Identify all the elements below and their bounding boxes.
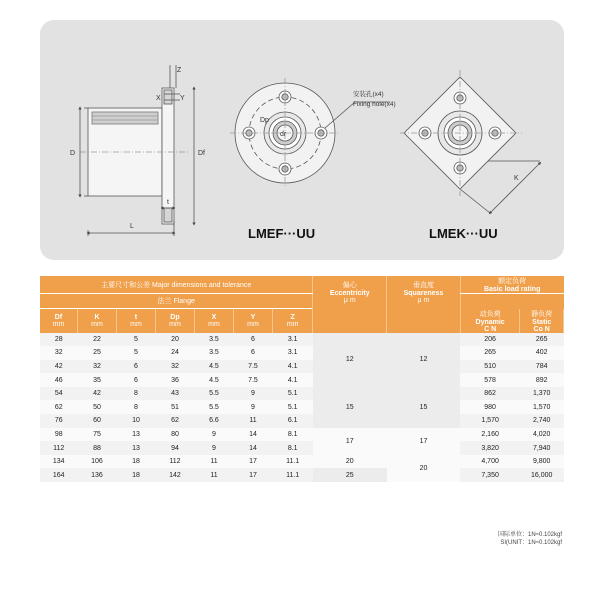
table-cell: 32 bbox=[40, 346, 77, 360]
table-cell: 5.5 bbox=[194, 387, 233, 401]
static-load-cell: 1,370 bbox=[520, 387, 564, 401]
table-cell: 62 bbox=[155, 414, 194, 428]
table-row bbox=[40, 468, 564, 482]
table-cell: 3.5 bbox=[194, 333, 233, 347]
static-load-cell: 16,000 bbox=[520, 468, 564, 482]
dynamic-load-cell: 578 bbox=[460, 373, 520, 387]
callout-en: Fixing hole(x4) bbox=[353, 101, 396, 108]
side-view bbox=[80, 65, 194, 236]
dim-label-t: t bbox=[167, 199, 169, 206]
col-z: Z mm bbox=[272, 309, 312, 333]
eccentricity-header bbox=[313, 276, 387, 309]
footnote-en: SI(UNIT：1N≈0.102kgf bbox=[500, 540, 562, 546]
table-cell: 6 bbox=[233, 333, 272, 347]
table-row bbox=[40, 346, 564, 360]
col-y: Y mm bbox=[233, 309, 272, 333]
table-cell: 9 bbox=[194, 428, 233, 442]
squareness-header bbox=[387, 276, 461, 309]
table-cell: 134 bbox=[40, 455, 77, 469]
sq-en: Squareness bbox=[403, 290, 444, 298]
table-cell: 22 bbox=[77, 333, 116, 347]
table-cell: 94 bbox=[155, 441, 194, 455]
table-cell: 9 bbox=[194, 441, 233, 455]
table-cell: 10 bbox=[116, 414, 155, 428]
lmek-label: LMEK···UU bbox=[429, 226, 498, 241]
table-cell: 6.1 bbox=[272, 414, 312, 428]
table-cell: 6.6 bbox=[194, 414, 233, 428]
load-cn: 额定负荷 bbox=[498, 278, 527, 285]
load-spacer bbox=[460, 294, 563, 309]
table-cell: 8.1 bbox=[272, 428, 312, 442]
dynamic-load-cell: 265 bbox=[460, 346, 520, 360]
dim-label-k: K bbox=[514, 175, 519, 182]
col-sq-blank bbox=[387, 309, 461, 333]
table-cell: 51 bbox=[155, 400, 194, 414]
table-cell: 112 bbox=[155, 455, 194, 469]
static-load-cell: 1,570 bbox=[520, 400, 564, 414]
dynamic-load-cell: 862 bbox=[460, 387, 520, 401]
dim-label-y: Y bbox=[180, 95, 185, 102]
dynamic-load-cell: 980 bbox=[460, 400, 520, 414]
table-cell: 24 bbox=[155, 346, 194, 360]
ecc-unit: μ m bbox=[343, 297, 356, 305]
table-cell: 8.1 bbox=[272, 441, 312, 455]
table-cell: 54 bbox=[40, 387, 77, 401]
table-cell: 5 bbox=[116, 346, 155, 360]
eccentricity-cell: 25 bbox=[313, 468, 387, 482]
major-dims-header: 主要尺寸和公差 Major dimensions and tolerance bbox=[40, 276, 313, 294]
table-cell: 28 bbox=[40, 333, 77, 347]
table-cell: 18 bbox=[116, 468, 155, 482]
dim-label-df: Df bbox=[198, 150, 205, 157]
dim-label-d: D bbox=[70, 150, 76, 157]
table-cell: 112 bbox=[40, 441, 77, 455]
table-row bbox=[40, 414, 564, 428]
table-cell: 13 bbox=[116, 428, 155, 442]
dynamic-load-cell: 206 bbox=[460, 333, 520, 347]
table-cell: 5.5 bbox=[194, 400, 233, 414]
table-cell: 20 bbox=[155, 333, 194, 347]
table-row bbox=[40, 455, 564, 469]
table-row bbox=[40, 373, 564, 387]
table-cell: 4.1 bbox=[272, 360, 312, 374]
table-cell: 76 bbox=[40, 414, 77, 428]
table-cell: 8 bbox=[116, 387, 155, 401]
squareness-cell: 12 bbox=[387, 333, 461, 387]
table-cell: 7.5 bbox=[233, 373, 272, 387]
col-dp: Dp mm bbox=[155, 309, 194, 333]
table-cell: 164 bbox=[40, 468, 77, 482]
table-cell: 6 bbox=[116, 373, 155, 387]
table-cell: 3.5 bbox=[194, 346, 233, 360]
squareness-cell: 15 bbox=[387, 387, 461, 428]
lmek-front-view bbox=[400, 70, 540, 213]
static-load-cell: 4,020 bbox=[520, 428, 564, 442]
flange-header: 法兰 Flange bbox=[40, 294, 313, 309]
static-load-cell: 784 bbox=[520, 360, 564, 374]
table-cell: 5.1 bbox=[272, 387, 312, 401]
table-cell: 14 bbox=[233, 441, 272, 455]
static-load-cell: 402 bbox=[520, 346, 564, 360]
col-t: t mm bbox=[116, 309, 155, 333]
table-cell: 42 bbox=[40, 360, 77, 374]
static-load-cell: 2,740 bbox=[520, 414, 564, 428]
technical-drawing bbox=[40, 20, 564, 260]
callout-cn: 安装孔(x4) bbox=[353, 91, 384, 98]
table-cell: 60 bbox=[77, 414, 116, 428]
table-row bbox=[40, 400, 564, 414]
table-cell: 32 bbox=[77, 360, 116, 374]
sq-cn: 垂直度 bbox=[412, 282, 434, 290]
table-cell: 6 bbox=[233, 346, 272, 360]
table-cell: 11.1 bbox=[272, 455, 312, 469]
column-header-row bbox=[40, 309, 564, 333]
table-cell: 5.1 bbox=[272, 400, 312, 414]
table-row bbox=[40, 441, 564, 455]
ecc-en: Eccentricity bbox=[329, 290, 370, 298]
table-cell: 98 bbox=[40, 428, 77, 442]
table-cell: 11 bbox=[233, 414, 272, 428]
table-cell: 62 bbox=[40, 400, 77, 414]
col-k: K mm bbox=[77, 309, 116, 333]
table-cell: 42 bbox=[77, 387, 116, 401]
drawing-panel bbox=[40, 20, 564, 260]
table-cell: 142 bbox=[155, 468, 194, 482]
eccentricity-cell: 20 bbox=[313, 455, 387, 469]
table-cell: 106 bbox=[77, 455, 116, 469]
col-dynamic: 动负荷 Dynamic C N bbox=[460, 309, 520, 333]
table-cell: 5 bbox=[116, 333, 155, 347]
load-en: Basic load rating bbox=[483, 286, 541, 293]
dynamic-load-cell: 4,700 bbox=[460, 455, 520, 469]
table-row bbox=[40, 333, 564, 347]
dynamic-load-cell: 1,570 bbox=[460, 414, 520, 428]
table-cell: 18 bbox=[116, 455, 155, 469]
table-cell: 43 bbox=[155, 387, 194, 401]
spec-table bbox=[40, 276, 564, 482]
table-cell: 75 bbox=[77, 428, 116, 442]
table-cell: 17 bbox=[233, 468, 272, 482]
static-load-cell: 265 bbox=[520, 333, 564, 347]
sq-unit: μ m bbox=[417, 297, 430, 305]
table-cell: 3.1 bbox=[272, 333, 312, 347]
col-x: X mm bbox=[194, 309, 233, 333]
footnote-cn: 国际单位：1N≈0.102kgf bbox=[498, 532, 562, 538]
eccentricity-cell: 12 bbox=[313, 333, 387, 387]
static-load-cell: 892 bbox=[520, 373, 564, 387]
col-ecc-blank bbox=[313, 309, 387, 333]
table-cell: 80 bbox=[155, 428, 194, 442]
table-cell: 11.1 bbox=[272, 468, 312, 482]
dynamic-load-cell: 3,820 bbox=[460, 441, 520, 455]
table-cell: 25 bbox=[77, 346, 116, 360]
table-cell: 9 bbox=[233, 400, 272, 414]
table-cell: 14 bbox=[233, 428, 272, 442]
table-cell: 136 bbox=[77, 468, 116, 482]
load-rating-header bbox=[460, 276, 563, 294]
squareness-cell: 17 bbox=[387, 428, 461, 455]
table-cell: 11 bbox=[194, 455, 233, 469]
table-cell: 50 bbox=[77, 400, 116, 414]
table-row bbox=[40, 360, 564, 374]
table-cell: 46 bbox=[40, 373, 77, 387]
eccentricity-cell: 15 bbox=[313, 387, 387, 428]
squareness-cell: 20 bbox=[387, 455, 461, 482]
table-row bbox=[40, 387, 564, 401]
table-cell: 7.5 bbox=[233, 360, 272, 374]
table-cell: 3.1 bbox=[272, 346, 312, 360]
table-cell: 88 bbox=[77, 441, 116, 455]
table-cell: 36 bbox=[155, 373, 194, 387]
static-load-cell: 9,800 bbox=[520, 455, 564, 469]
table-cell: 4.5 bbox=[194, 360, 233, 374]
dim-label-x: X bbox=[156, 95, 161, 102]
dim-label-z: Z bbox=[177, 67, 182, 74]
table-cell: 4.1 bbox=[272, 373, 312, 387]
col-static: 静负荷 Static Co N bbox=[520, 309, 564, 333]
table-cell: 32 bbox=[155, 360, 194, 374]
table-cell: 35 bbox=[77, 373, 116, 387]
table-cell: 17 bbox=[233, 455, 272, 469]
spec-table-body bbox=[40, 333, 564, 483]
dim-label-dr: dr bbox=[280, 131, 287, 138]
table-cell: 6 bbox=[116, 360, 155, 374]
dim-label-l: L bbox=[130, 223, 134, 230]
dynamic-load-cell: 510 bbox=[460, 360, 520, 374]
static-load-cell: 7,940 bbox=[520, 441, 564, 455]
eccentricity-cell: 17 bbox=[313, 428, 387, 455]
table-cell: 13 bbox=[116, 441, 155, 455]
ecc-cn: 偏心 bbox=[342, 282, 357, 290]
dim-label-dp: Dp bbox=[260, 117, 269, 124]
dynamic-load-cell: 7,350 bbox=[460, 468, 520, 482]
table-cell: 9 bbox=[233, 387, 272, 401]
col-df: Df mm bbox=[40, 309, 77, 333]
dynamic-load-cell: 2,160 bbox=[460, 428, 520, 442]
table-row bbox=[40, 428, 564, 442]
lmef-label: LMEF···UU bbox=[248, 226, 316, 241]
table-cell: 4.5 bbox=[194, 373, 233, 387]
table-cell: 8 bbox=[116, 400, 155, 414]
table-cell: 11 bbox=[194, 468, 233, 482]
